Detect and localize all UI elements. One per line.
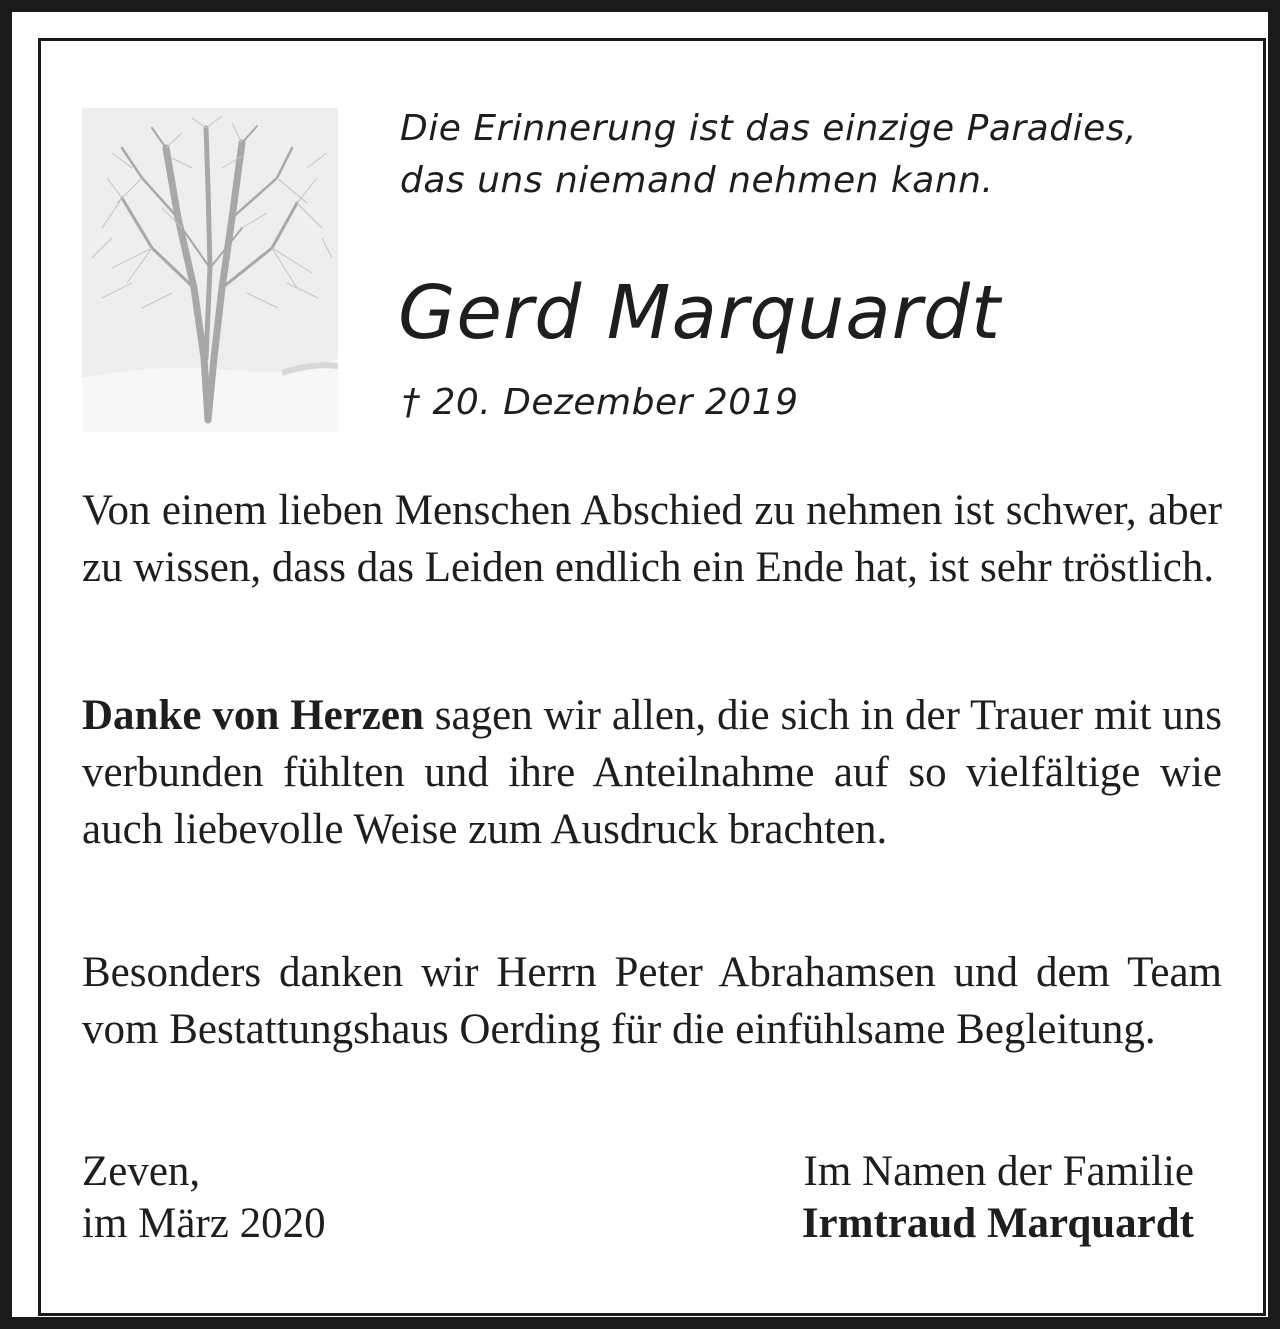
death-date: † 20. Dezember 2019 — [402, 382, 799, 423]
signer-name: Irmtraud Marquardt — [801, 1200, 1194, 1247]
quote-line-2: das uns niemand nehmen kann. — [400, 160, 994, 201]
deceased-name: Gerd Marquardt — [398, 270, 1002, 356]
quote-line-1: Die Erinnerung ist das einzige Paradies, — [400, 108, 1137, 149]
paragraph-farewell: Von einem lieben Menschen Abschied zu nehmen ist schwer, aber zu wissen, dass das Leiden endlich ein Ende hat, ist sehr tröstlich. — [82, 487, 1222, 591]
date: im März 2020 — [82, 1200, 326, 1247]
paragraph-thanks — [82, 687, 1222, 858]
winter-tree-photo — [82, 108, 338, 432]
thanks-emphasis: Danke von Herzen — [82, 692, 424, 739]
place-date-block — [82, 1146, 326, 1250]
thanks-text: sagen wir allen, die sich in der Trauer mit uns verbunden fühlten und ihre Anteilnahme auf so vielfältige wie auch liebevolle Weise zum Ausdruck brachten. — [82, 692, 1222, 853]
place: Zeven, — [82, 1148, 201, 1195]
signature-block — [802, 1146, 1194, 1250]
on-behalf-text: Im Namen der Familie — [803, 1148, 1194, 1195]
paragraph-special-thanks: Besonders danken wir Herrn Peter Abrahamsen und dem Team vom Bestattungshaus Oerding für die einfühlsame Begleitung. — [82, 949, 1222, 1053]
tree-icon — [82, 108, 338, 432]
